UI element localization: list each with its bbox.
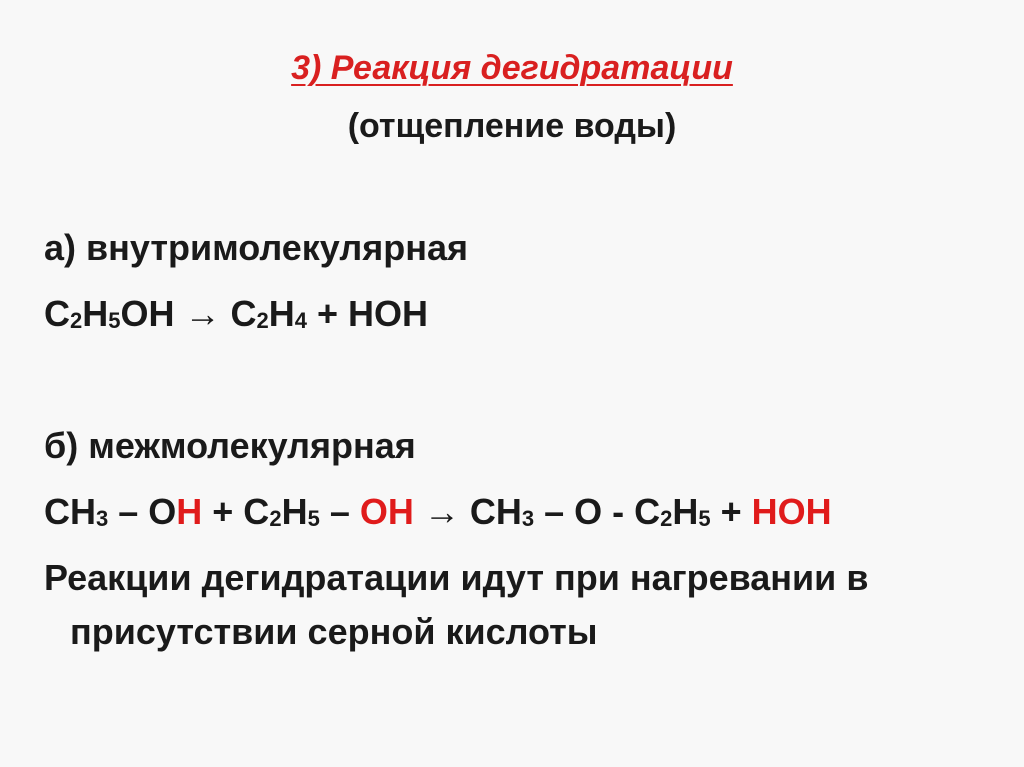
eq-a-hydrogen-2: H xyxy=(268,293,295,334)
eq-a-water: + HOH xyxy=(307,293,429,334)
equation-b xyxy=(44,490,832,534)
eq-a-sub-3: 2 xyxy=(256,308,269,333)
slide-title: 3) Реакция дегидратации xyxy=(291,49,733,87)
eq-b-sub-4: 3 xyxy=(521,506,535,531)
section-b-heading: б) межмолекулярная xyxy=(44,425,416,466)
eq-a-carbon-1: C xyxy=(44,293,70,334)
eq-b-part-6: → CH xyxy=(413,491,522,532)
eq-b-red-h: H xyxy=(176,491,203,532)
note-line-2: присутствии серной кислоты xyxy=(70,611,598,652)
eq-a-arrow: → xyxy=(174,293,231,334)
eq-b-part-8: H xyxy=(672,491,699,532)
eq-b-part-5: – xyxy=(319,491,360,532)
eq-b-red-oh: OH xyxy=(359,491,414,532)
eq-b-sub-6: 5 xyxy=(698,506,711,531)
eq-b-part-4: H xyxy=(281,491,308,532)
eq-a-sub-1: 2 xyxy=(70,308,83,333)
note-line-1: Реакции дегидратации идут при нагревании в xyxy=(44,557,869,598)
eq-a-carbon-2: C xyxy=(230,293,257,334)
eq-b-sub-5: 2 xyxy=(660,506,673,531)
eq-b-part-9: + xyxy=(710,491,752,532)
eq-a-hydroxyl: OH xyxy=(120,293,175,334)
eq-b-sub-2: 2 xyxy=(269,506,282,531)
eq-b-part-1: CH xyxy=(44,491,96,532)
eq-b-part-3: + C xyxy=(202,491,270,532)
section-a-heading: а) внутримолекулярная xyxy=(44,227,468,268)
eq-b-part-7: – O - C xyxy=(534,491,661,532)
slide-subtitle: (отщепление воды) xyxy=(347,107,677,145)
eq-b-red-water: HOH xyxy=(751,491,832,532)
eq-b-part-2: – O xyxy=(108,491,177,532)
eq-a-sub-4: 4 xyxy=(294,308,308,333)
eq-a-hydrogen-1: H xyxy=(82,293,109,334)
equation-a xyxy=(44,292,428,336)
eq-a-sub-2: 5 xyxy=(108,308,121,333)
eq-b-sub-3: 5 xyxy=(307,506,320,531)
eq-b-sub-1: 3 xyxy=(96,506,109,531)
